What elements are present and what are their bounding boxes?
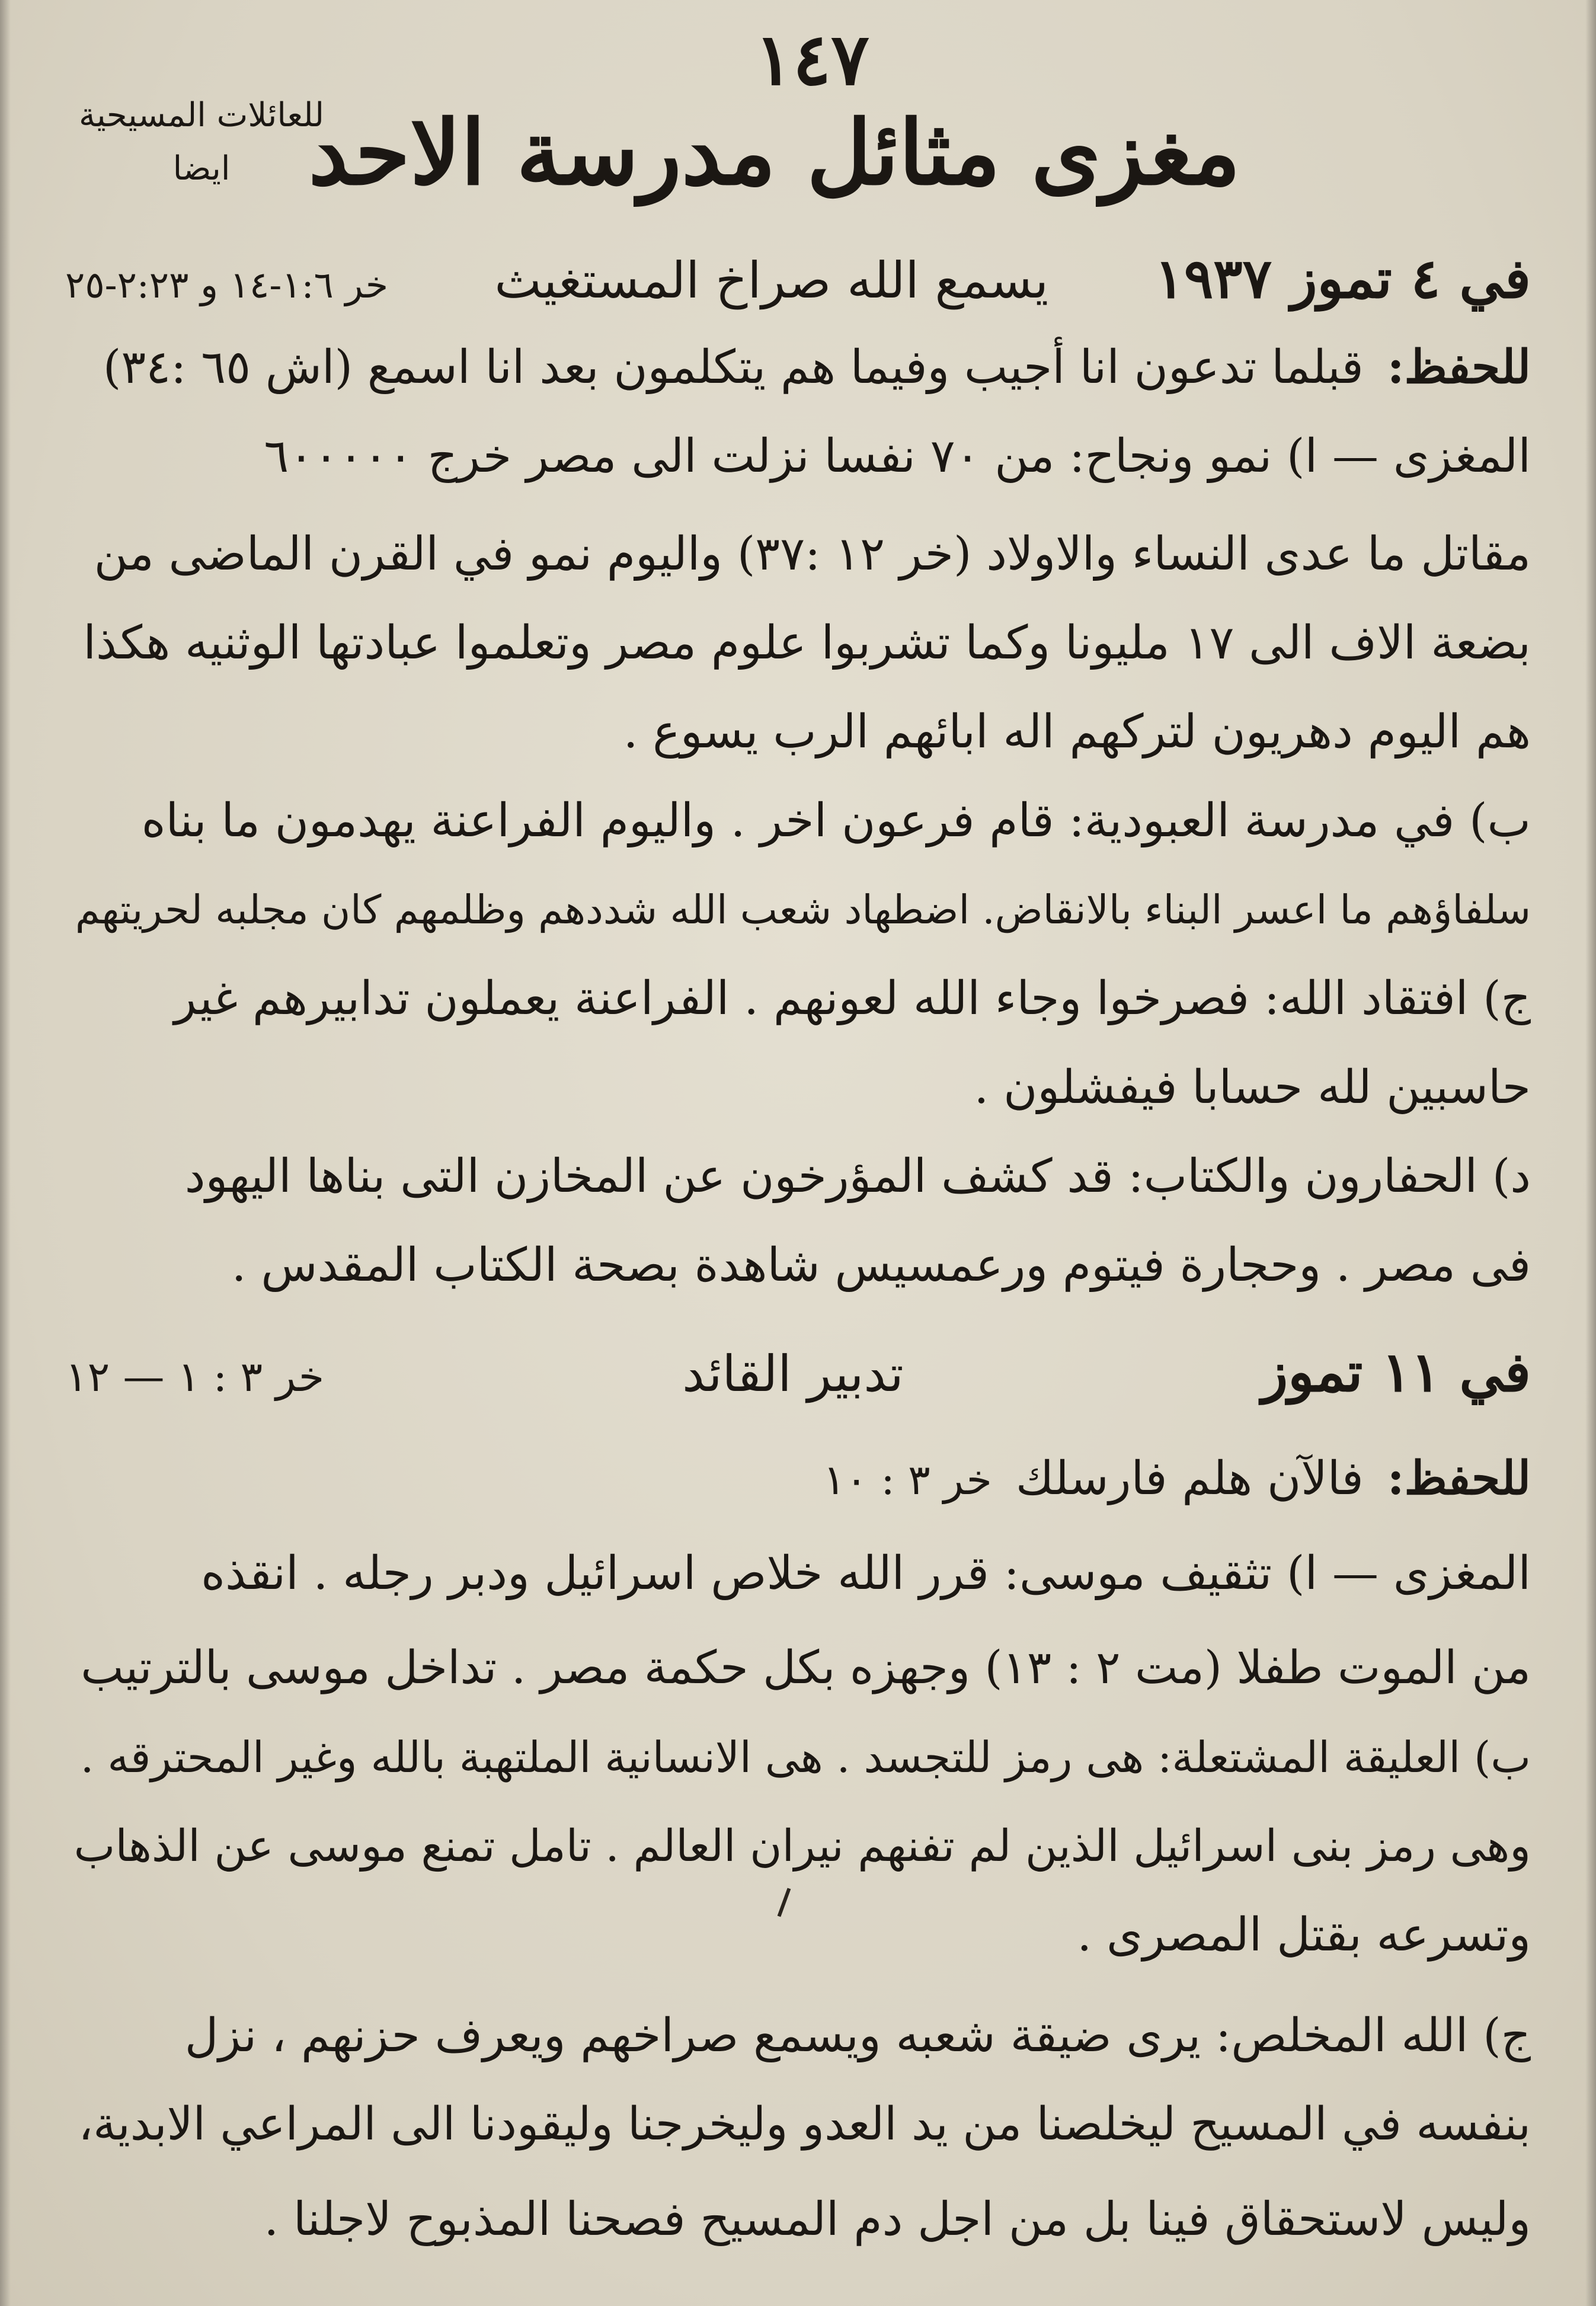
lesson1-line: هم اليوم دهريون لتركهم اله ابائهم الرب يسوع . <box>623 705 1531 759</box>
lesson1-memory-label: للحفظ: <box>1387 340 1531 394</box>
side-note-line-2: ايضا <box>172 149 231 188</box>
lesson2-memory-verse <box>65 1446 1531 1512</box>
lesson1-line: مقاتل ما عدى النساء والاولاد (خر ١٢ :٣٧) واليوم نمو في القرن الماضى من <box>94 527 1531 581</box>
page-title: مغزى مثائل مدرسة الاحد <box>308 101 1240 205</box>
lesson1-line: المغزى — ا) نمو ونجاح: من ٧٠ نفسا نزلت الى مصر خرج ٦٠٠٠٠٠ <box>264 430 1531 483</box>
lesson1-line: بضعة الاف الى ١٧ مليونا وكما تشربوا علوم مصر وتعلموا عبادتها الوثنيه هكذا <box>83 616 1531 670</box>
lesson1-reference: خر ١:٦-١٤ و ٢:٢٣-٢٥ <box>65 263 389 306</box>
lesson2-line: ج) الله المخلص: يرى ضيقة شعبه ويسمع صراخهم ويعرف حزنهم ، نزل <box>184 2009 1531 2062</box>
lesson1-line: ج) افتقاد الله: فصرخوا وجاء الله لعونهم . الفراعنة يعملون تدابيرهم غير <box>174 972 1531 1025</box>
lesson2-memory-label: للحفظ: <box>1387 1451 1531 1505</box>
lesson2-memory-ref: خر ٣ : ١٠ <box>823 1456 992 1504</box>
lesson1-line: سلفاؤهم ما اعسر البناء بالانقاض. اضطهاد شعب الله شددهم وظلمهم كان مجلبه لحريتهم <box>75 887 1531 933</box>
lesson2-title: تدبير القائد <box>682 1345 904 1403</box>
lesson2-line: من الموت طفلا (مت ٢ : ١٣) وجهزه بكل حكمة مصر . تداخل موسى بالترتيب <box>81 1642 1531 1694</box>
lesson2-line: بنفسه في المسيح ليخلصنا من يد العدو وليخرجنا وليقودنا الى المراعي الابدية، <box>78 2098 1531 2151</box>
lesson2-reference: خر ٣ : ١ — ١٢ <box>65 1352 325 1401</box>
lesson1-date: في ٤ تموز ١٩٣٧ <box>1154 247 1531 311</box>
lesson1-title: يسمع الله صراخ المستغيث <box>494 251 1049 309</box>
lesson1-memory-text: قبلما تدعون انا أجيب وفيما هم يتكلمون بعد انا اسمع (اش ٦٥ :٣٤) <box>103 341 1364 394</box>
lesson1-header <box>65 246 1531 318</box>
lesson1-line: حاسبين لله حسابا فيفشلون . <box>974 1061 1531 1114</box>
lesson2-date: في ١١ تموز <box>1261 1340 1531 1404</box>
side-note <box>65 89 338 196</box>
lesson2-line: وتسرعه بقتل المصرى . <box>1077 1908 1531 1962</box>
page-number: ١٤٧ <box>754 18 869 101</box>
scan-edge-right <box>1585 0 1596 2306</box>
lesson2-header <box>65 1339 1531 1409</box>
side-note-line-1: للعائلات المسيحية <box>78 96 325 135</box>
lesson1-line: فى مصر . وحجارة فيتوم ورعمسيس شاهدة بصحة الكتاب المقدس . <box>231 1239 1531 1292</box>
lesson1-line: د) الحفارون والكتاب: قد كشف المؤرخون عن المخازن التى بناها اليهود <box>184 1150 1531 1203</box>
lesson1-memory-verse <box>65 335 1531 400</box>
lesson1-line: ب) في مدرسة العبودية: قام فرعون اخر . واليوم الفراعنة يهدمون ما بناه <box>141 794 1531 847</box>
lesson2-line: ب) العليقة المشتعلة: هى رمز للتجسد . هى الانسانية الملتهبة بالله وغير المحترقه . <box>80 1732 1531 1782</box>
lesson2-line: وليس لاستحقاق فينا بل من اجل دم المسيح فصحنا المذبوح لاجلنا . <box>264 2193 1531 2246</box>
scan-edge-left <box>0 0 11 2306</box>
lesson2-line: المغزى — ا) تثقيف موسى: قرر الله خلاص اسرائيل ودبر رجله . انقذه <box>201 1547 1531 1600</box>
lesson2-line: وهى رمز بنى اسرائيل الذين لم تفنهم نيران العالم . تامل تمنع موسى عن الذهاب <box>73 1821 1531 1872</box>
lesson2-memory-text: فالآن هلم فارسلك <box>1015 1452 1364 1505</box>
